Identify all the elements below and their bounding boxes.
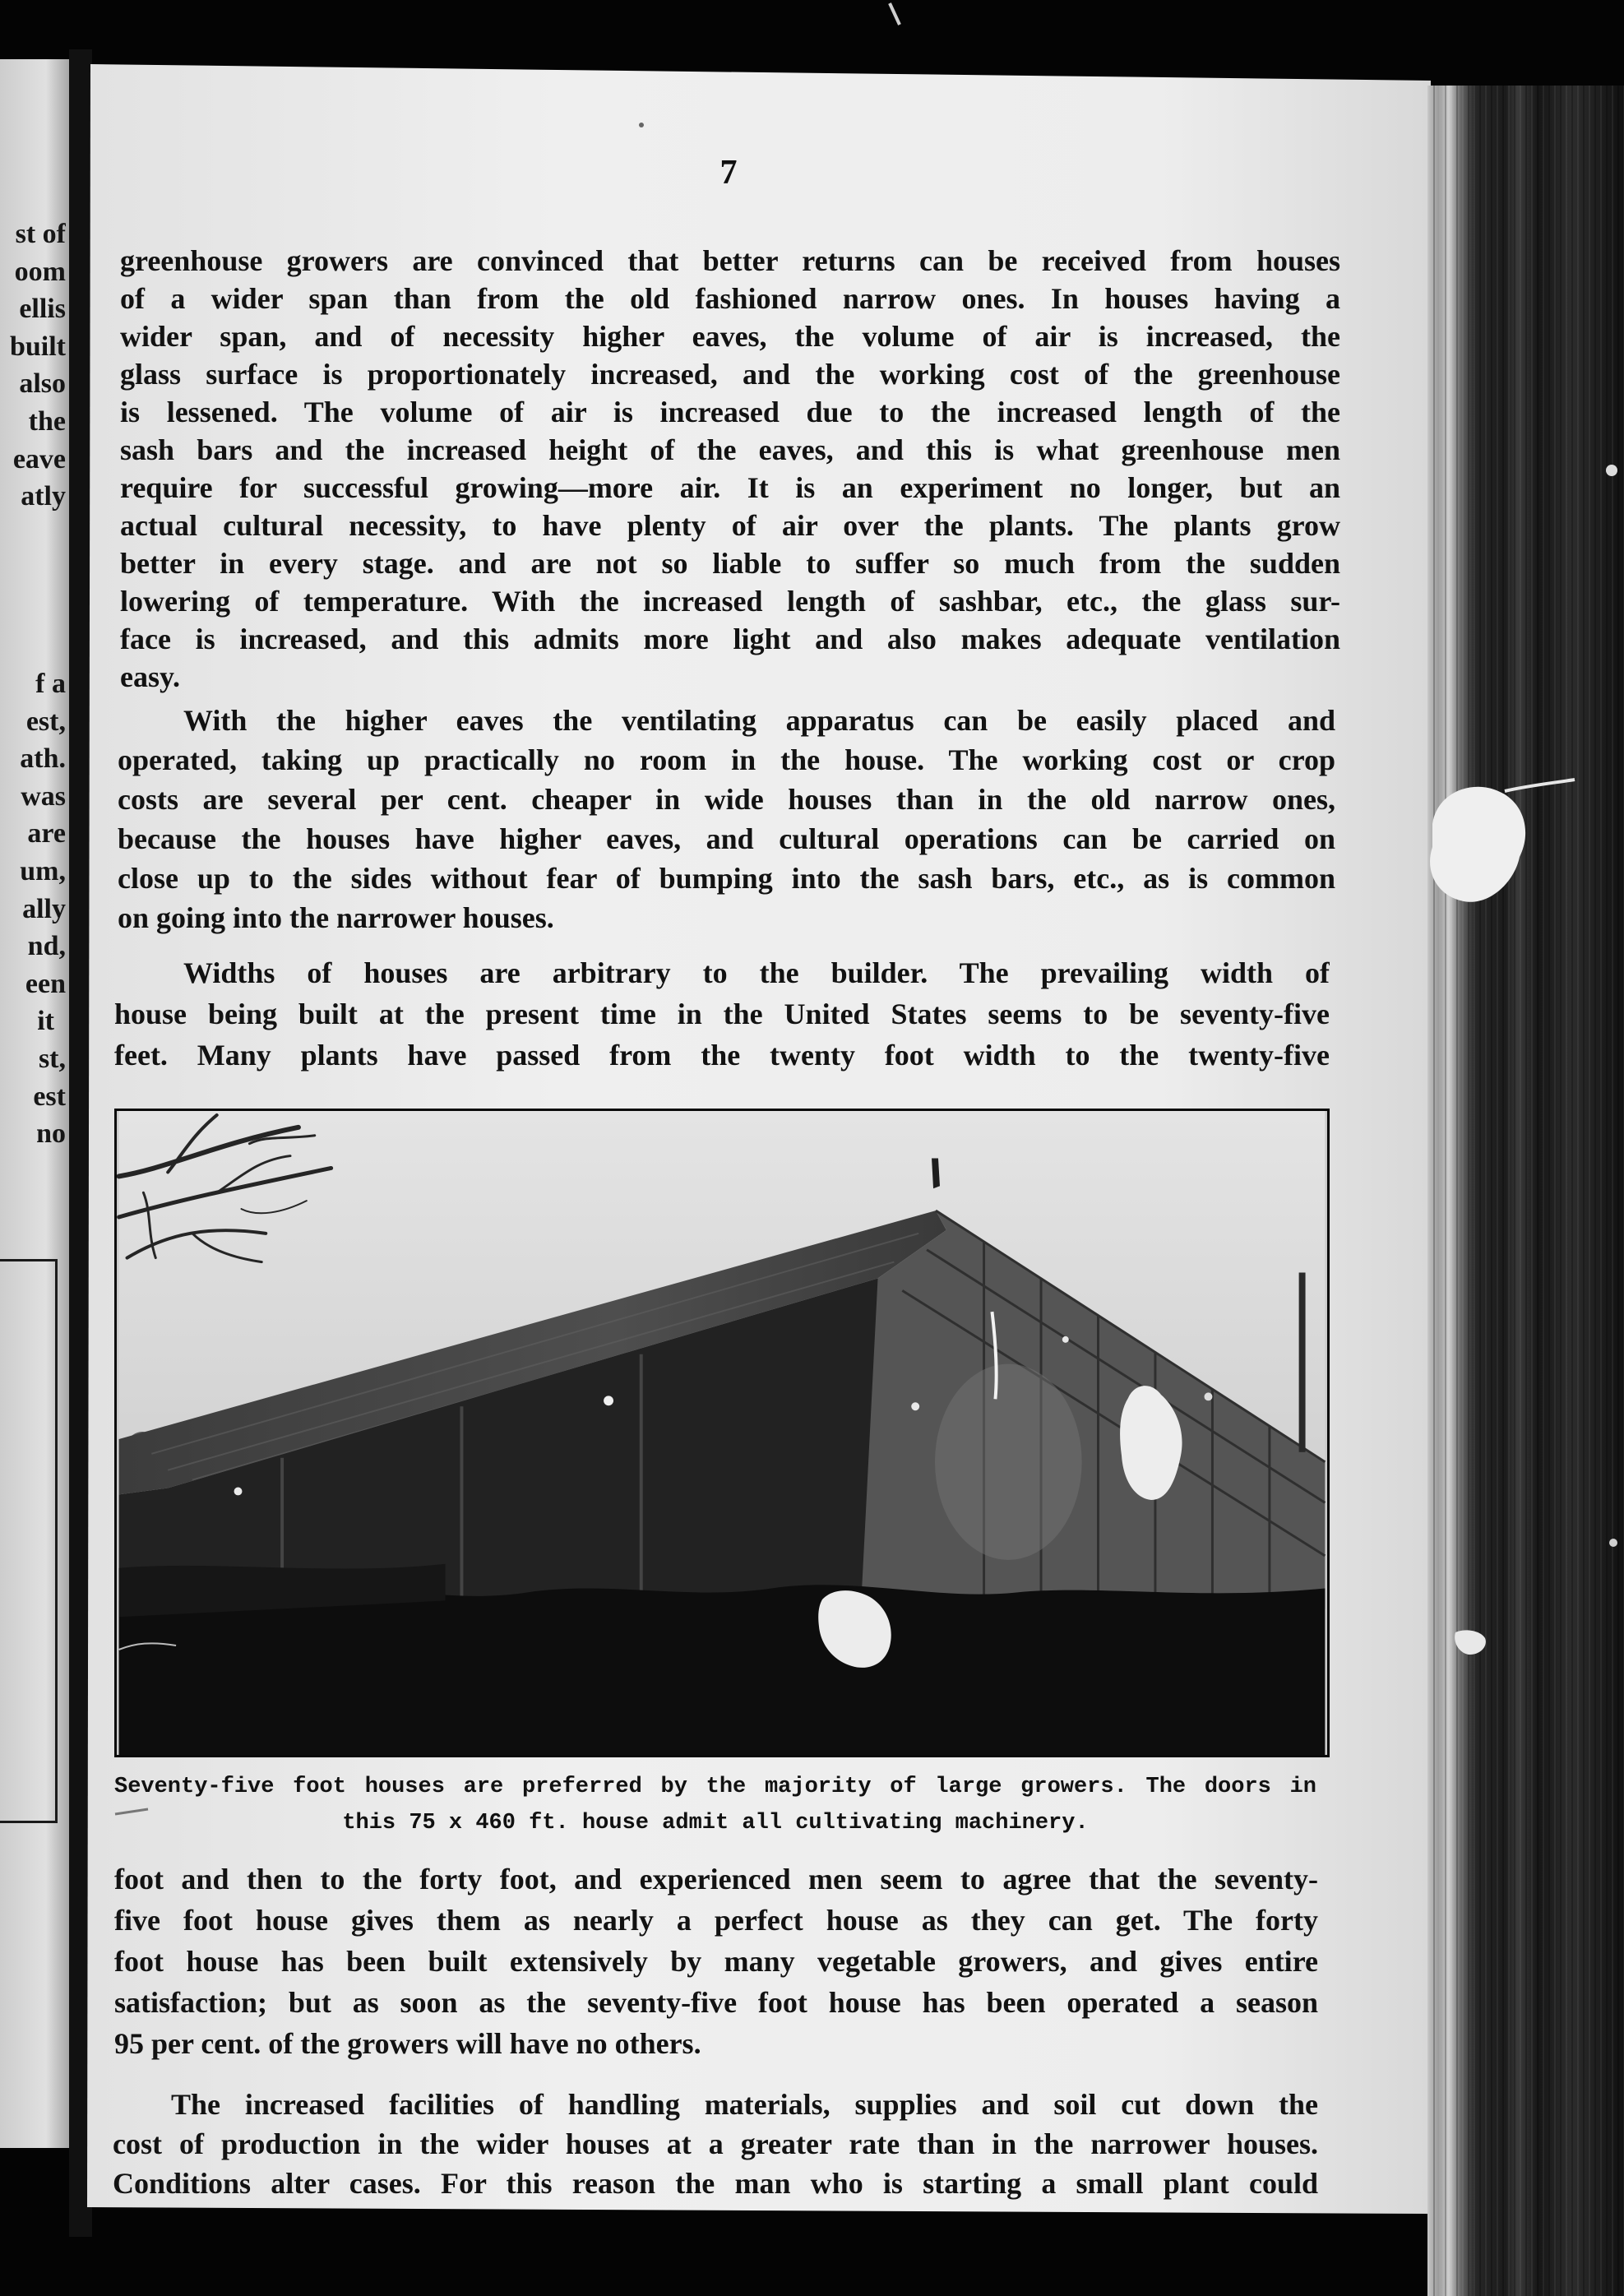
- text-line: sash bars and the increased height of the eaves, and this is what greenhouse men: [120, 433, 1340, 466]
- previous-page-fragment: are: [27, 818, 66, 849]
- previous-page-fragment: st of: [15, 219, 66, 249]
- previous-page-fragment: no: [36, 1118, 66, 1150]
- previous-page-fragment: ally: [22, 893, 66, 924]
- paragraph-1: [120, 242, 1340, 696]
- text-line: Conditions alter cases. For this reason the man who is starting a small plant could: [113, 2167, 1318, 2200]
- greenhouse-photo: [114, 1109, 1330, 1757]
- text-line: face is increased, and this admits more light and also makes adequate ventilation: [120, 623, 1340, 655]
- previous-page-text-top: [0, 215, 66, 516]
- caption-line: this 75 x 460 ft. house admit all cultivating machinery.: [342, 1811, 1089, 1835]
- previous-page-fragment: est: [33, 1081, 66, 1112]
- previous-page-fragment: atly: [21, 481, 66, 512]
- previous-page-fragment: also: [19, 368, 66, 400]
- previous-page-fragment: nd,: [27, 931, 66, 962]
- previous-page-fragment: um,: [20, 855, 66, 886]
- text-line: of a wider span than from the old fashioned narrow ones. In houses having a: [120, 282, 1340, 315]
- text-line: close up to the sides without fear of bumping into the sash bars, etc., as is common: [118, 862, 1335, 895]
- text-line: require for successful growing—more air. It is an experiment no longer, but an: [120, 471, 1340, 504]
- paragraph-2: [118, 701, 1335, 937]
- text-line: satisfaction; but as soon as the seventy-five foot house has been operated a season: [114, 1986, 1318, 2019]
- caption-line: Seventy-five foot houses are preferred by the majority of large growers. The doors in: [114, 1775, 1316, 1799]
- text-line: better in every stage. and are not so liable to suffer so much from the sudden: [120, 547, 1340, 580]
- previous-page-fragment: built: [9, 331, 66, 362]
- text-line: five foot house gives them as nearly a perfect house as they can get. The forty: [114, 1904, 1318, 1937]
- text-line: actual cultural necessity, to have plenty of air over the plants. The plants grow: [120, 509, 1340, 542]
- book-page-edges: [1427, 86, 1624, 2296]
- text-line: foot and then to the forty foot, and experienced men seem to agree that the seventy-: [114, 1863, 1318, 1896]
- previous-page-fragment: was: [21, 780, 66, 812]
- text-line: on going into the narrower houses.: [118, 901, 554, 934]
- paragraph-5: [113, 2085, 1318, 2203]
- previous-page-fragment: est,: [25, 706, 66, 737]
- text-line: 95 per cent. of the growers will have no others.: [114, 2027, 701, 2060]
- previous-page-figure-frame: [0, 1259, 58, 1823]
- page-number: 7: [719, 154, 738, 192]
- text-line: lowering of temperature. With the increased length of sashbar, etc., the glass sur-: [120, 585, 1340, 618]
- text-line: easy.: [120, 660, 181, 693]
- previous-page-fragment: ellis: [19, 294, 66, 325]
- text-line: wider span, and of necessity higher eaves, the volume of air is increased, the: [120, 320, 1340, 353]
- text-line: foot house has been built extensively by many vegetable growers, and gives entire: [114, 1945, 1318, 1978]
- previous-page-fragment: f a: [35, 669, 66, 699]
- figure-caption: [114, 1769, 1316, 1841]
- paragraph-3: [114, 952, 1330, 1076]
- text-line: feet. Many plants have passed from the twenty foot width to the twenty-five: [114, 1039, 1330, 1072]
- previous-page-fragment: een: [25, 968, 66, 999]
- text-line: operated, taking up practically no room in the house. The working cost or crop: [118, 743, 1335, 776]
- text-line: costs are several per cent. cheaper in wide houses than in the old narrow ones,: [118, 783, 1335, 816]
- previous-page-fragment: eave: [12, 443, 66, 474]
- text-line: With the higher eaves the ventilating apparatus can be easily placed and: [183, 704, 1335, 737]
- text-line: because the houses have higher eaves, and cultural operations can be carried on: [118, 822, 1335, 855]
- previous-page-text-bottom: [0, 665, 66, 1153]
- text-line: is lessened. The volume of air is increased due to the increased length of the: [120, 396, 1340, 428]
- previous-page-fragment: st,: [38, 1043, 66, 1074]
- text-line: greenhouse growers are convinced that better returns can be received from houses: [120, 244, 1340, 277]
- text-line: The increased facilities of handling materials, supplies and soil cut down the: [171, 2088, 1318, 2121]
- text-line: Widths of houses are arbitrary to the builder. The prevailing width of: [183, 956, 1330, 989]
- previous-page-fragment: ath.: [20, 743, 66, 775]
- greenhouse-photo-image: [117, 1111, 1327, 1755]
- previous-page-fragment: the: [28, 405, 66, 437]
- text-line: glass surface is proportionately increased, and the working cost of the greenhouse: [120, 358, 1340, 391]
- previous-page-fragment: oom: [14, 256, 66, 287]
- text-line: cost of production in the wider houses at a greater rate than in the narrower houses.: [113, 2127, 1318, 2160]
- text-line: house being built at the present time in the United States seems to be seventy-five: [114, 998, 1330, 1030]
- paragraph-4: [114, 1859, 1318, 2064]
- previous-page-fragment: it: [37, 1006, 54, 1037]
